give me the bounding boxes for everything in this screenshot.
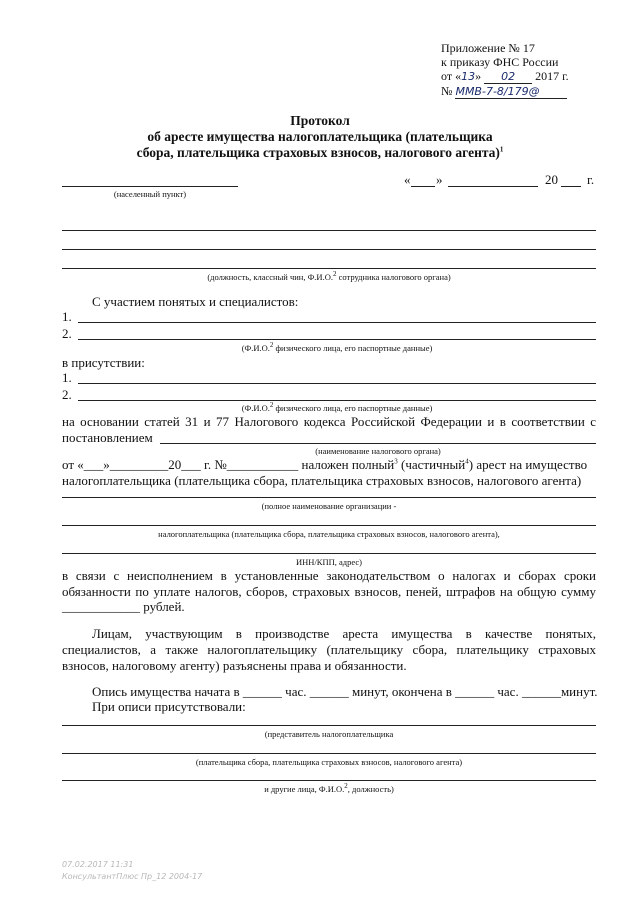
footer-stamp-date: 07.02.2017 11:31 — [62, 860, 134, 869]
doc-subtitle-1: об аресте имущества налогоплательщика (плательщика — [147, 129, 493, 144]
payer-type-line — [62, 753, 596, 754]
others-caption-a: и другие лица, Ф.И.О. — [264, 784, 345, 794]
date-day-handwritten: 13 — [461, 70, 476, 83]
official-line-1 — [62, 230, 596, 231]
presence-caption-a: (Ф.И.О. — [241, 403, 270, 413]
participants-heading: С участием понятых и специалистов: — [92, 294, 299, 309]
official-caption-a: (должность, классный чин, Ф.И.О. — [207, 272, 333, 282]
official-caption-b: сотрудника налогового органа) — [336, 272, 451, 282]
failure-line-3: ____________ рублей. — [62, 599, 185, 614]
basis-line-3-a: от «___»_________20___ г. №___________ наложен полный — [62, 457, 395, 472]
presence-caption-sup: 2 — [269, 401, 274, 410]
presence-caption — [78, 403, 596, 413]
others-caption — [62, 784, 596, 794]
presence-2-line — [78, 400, 596, 401]
date-year: 2017 г. — [535, 69, 569, 83]
basis-sup-4: 4 — [465, 457, 469, 466]
payer-line — [62, 525, 596, 526]
others-caption-b: , должность) — [347, 784, 394, 794]
number-prefix: № — [441, 84, 453, 98]
place-line — [62, 186, 238, 187]
title-footnote: 1 — [499, 145, 504, 154]
doc-subtitle-2-text: сбора, плательщика страховых взносов, налогового агента) — [136, 145, 500, 160]
date-year-line — [561, 186, 581, 187]
participant-2-number: 2. — [62, 326, 72, 341]
others-caption-sup: 2 — [344, 782, 348, 791]
date-open-quote: « — [404, 172, 411, 187]
presence-1-line — [78, 383, 596, 384]
inventory-line-2: При описи присутствовали: — [92, 699, 246, 714]
order-reference: к приказу ФНС России — [441, 55, 559, 69]
rights-line-2: специалистов, а также налогоплательщику (плательщику сбора, плательщику страховых — [62, 642, 596, 657]
date-day-line — [411, 186, 435, 187]
presence-caption-b: физического лица, его паспортные данные) — [273, 403, 433, 413]
doc-subtitle-2 — [70, 144, 570, 161]
rights-line-3: взносов, налоговому агенту) разъяснены права и обязанности. — [62, 658, 407, 673]
organization-line — [62, 497, 596, 498]
official-caption-sup: 2 — [332, 270, 337, 279]
payer-type-caption: (плательщика сбора, плательщика страховых взносов, налогового агента) — [195, 757, 463, 767]
appendix-number: Приложение № 17 — [441, 41, 535, 55]
presence-1-number: 1. — [62, 370, 72, 385]
presence-2-number: 2. — [62, 387, 72, 402]
official-line-3 — [62, 268, 596, 269]
basis-sup-3: 3 — [394, 457, 398, 466]
date-year-suffix: г. — [587, 172, 595, 187]
tax-authority-caption: (наименование налогового органа) — [315, 446, 441, 456]
basis-line-3-c: ) арест на имущество — [468, 457, 588, 472]
date-prefix: от « — [441, 69, 462, 83]
number-handwritten: ММВ-7-8/179@ — [455, 86, 567, 99]
order-date — [441, 69, 569, 84]
participant-2-line — [78, 339, 596, 340]
failure-line-2: обязанности по уплате налогов, сборов, страховых взносов, пеней, штрафов на общую сумму — [62, 584, 596, 599]
inn-line — [62, 553, 596, 554]
basis-line-3-b: (частичный — [397, 457, 466, 472]
others-line — [62, 780, 596, 781]
participant-1-number: 1. — [62, 309, 72, 324]
presence-heading: в присутствии: — [62, 355, 145, 370]
date-month-handwritten: 02 — [484, 71, 532, 84]
failure-line-1: в связи с неисполнением в установленные законодательством о налогах и сборах сроки — [62, 568, 596, 583]
basis-line-3 — [62, 457, 587, 473]
date-century: 20 — [545, 172, 558, 187]
participants-caption-sup: 2 — [269, 341, 274, 350]
participants-caption-b: физического лица, его паспортные данные) — [273, 343, 433, 353]
date-mid: » — [475, 69, 482, 83]
organization-caption: (полное наименование организации - — [261, 501, 397, 511]
rights-line-1: Лицам, участвующим в производстве ареста имущества в качестве понятых, — [92, 626, 596, 641]
participants-caption — [78, 343, 596, 353]
date-month-line — [448, 186, 538, 187]
basis-line-4: налогоплательщика (плательщика сбора, плательщика страховых взносов, налогового агента) — [62, 473, 582, 488]
place-caption: (населенный пункт) — [113, 189, 187, 199]
doc-title: Протокол — [290, 113, 350, 128]
official-caption — [62, 272, 596, 282]
representative-caption: (представитель налогоплательщика — [264, 729, 394, 739]
inn-caption: ИНН/КПП, адрес) — [296, 557, 362, 567]
official-line-2 — [62, 249, 596, 250]
basis-line-2: постановлением — [62, 430, 153, 445]
tax-authority-line — [160, 443, 596, 444]
date-close-quote: » — [436, 172, 443, 187]
footer-stamp-source: КонсультантПлюс Пр_12 2004-17 — [62, 872, 203, 881]
representative-line — [62, 725, 596, 726]
inventory-line-1: Опись имущества начата в ______ час. ______ минут, окончена в ______ час. ______минут. — [92, 684, 598, 699]
basis-line-1: на основании статей 31 и 77 Налогового кодекса Российской Федерации и в соответствии с — [62, 414, 596, 429]
order-number — [441, 84, 567, 99]
participant-1-line — [78, 322, 596, 323]
payer-caption: налогоплательщика (плательщика сбора, плательщика страховых взносов, налогового агента), — [158, 529, 500, 539]
participants-caption-a: (Ф.И.О. — [241, 343, 270, 353]
